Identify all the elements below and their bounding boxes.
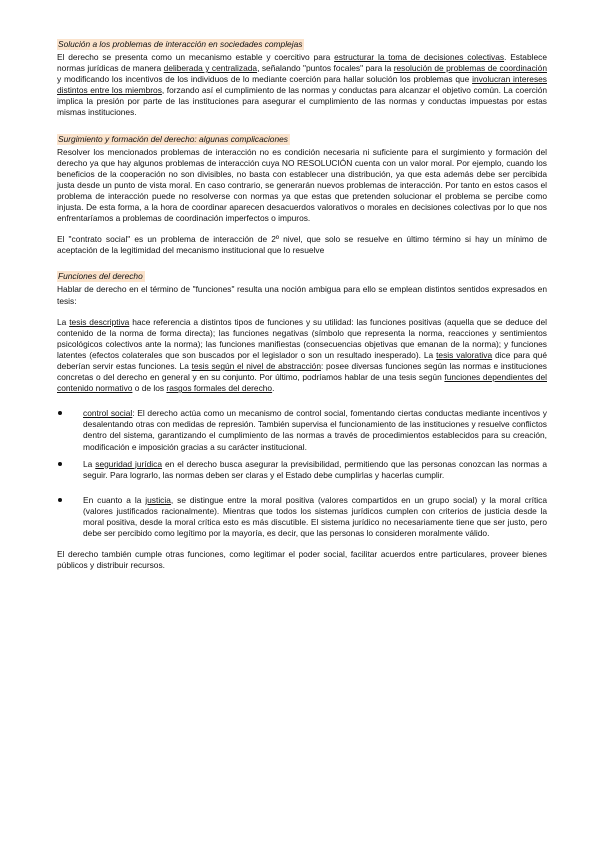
underlined-term: justicia xyxy=(145,494,171,505)
paragraph-solucion: El derecho se presenta como un mecanismo estable y coercitivo para estructurar la toma de decisiones colectivas. Establece normas jurídicas de manera deliberada y centralizada, señalando "puntos focales" para la resolución de problemas de coordinación y modificando los incentivos de los individuos de lo mediante coerción para hallar solución los problemas que involucran intereses distintos entre los miembros, forzando así el cumplimiento de las normas y conductas para alcanzar el objetivo común. La coerción implica la presión por parte de las instituciones para asegurar el cumplimiento de las normas y conductas impuestas por estas mismas instituciones. xyxy=(57,52,548,118)
functions-bullet-list xyxy=(57,408,547,539)
paragraph-otras-funciones: El derecho también cumple otras funciones, como legitimar el poder social, facilitar acuerdos entre particulares, proveer bienes públicos y distribuir recursos. xyxy=(57,549,547,571)
bullet-icon xyxy=(58,498,62,502)
bullet-icon xyxy=(58,411,62,415)
paragraph-contrato-social: El "contrato social" es un problema de interacción de 2º nivel, que solo se resuelve en último término si hay un mínimo de aceptación de la legitimidad del mecanismo institucional que lo resuelve xyxy=(57,234,547,256)
underlined-term: resolución de problemas de coordinación xyxy=(393,63,547,74)
underlined-term: estructurar la toma de decisiones colectivas xyxy=(334,52,505,62)
list-item: control social: El derecho actúa como un mecanismo de control social, fomentando ciertas conductas mediante incentivos y desalentando otras con medidas de represión. También supervisa el funcionamiento de las instituciones y resuelve conflictos dentro del sistema, garantizando el cumplimiento de las normas a través de procedimientos establecidos para su creación, modificación e imposición gracias a su carácter institucional. xyxy=(57,408,547,452)
underlined-term: tesis según el nivel de abstracción xyxy=(191,360,321,371)
underlined-term: tesis valorativa xyxy=(436,349,493,360)
underlined-term: funciones dependientes del contenido normativo xyxy=(57,372,547,394)
underlined-term: deliberada y centralizada xyxy=(163,63,258,74)
section-heading-surgimiento: Surgimiento y formación del derecho: algunas complicaciones xyxy=(58,133,288,144)
underlined-term: rasgos formales del derecho xyxy=(166,383,273,394)
underlined-term: seguridad jurídica xyxy=(95,458,162,469)
bullet-icon xyxy=(58,462,62,466)
underlined-term: control social xyxy=(83,408,133,419)
paragraph-tesis: La tesis descriptiva hace referencia a distintos tipos de funciones y su utilidad: las funciones positivas (aquella que se deduce del contenido de la norma de forma directa); las funciones negativas (símbolo que representa la norma, reacciones y sentimientos psicológicos colectivos ante la norma); las funciones manifiestas (consecuencias objetivas que emanan de la norma); y funciones latentes (efectos colaterales que son buscados por el legislador o son un resultado inesperado). La tesis valorativa dice para qué deberían servir estas funciones. La tesis según el nivel de abstracción: posee diversas funciones según las normas e instituciones concretas o del derecho en general y en su conjunto. Por último, podríamos hablar de una tesis según funciones dependientes del contenido normativo o de los rasgos formales del derecho. xyxy=(57,316,547,394)
underlined-term: involucran intereses distintos entre los miembros xyxy=(57,74,547,96)
list-item: La seguridad jurídica en el derecho busca asegurar la previsibilidad, permitiendo que las personas conozcan las normas a seguir. Para lograrlo, las normas deben ser claras y el Estado debe cumplirlas y hacerlas cumplir. xyxy=(57,459,547,481)
document-page xyxy=(57,34,547,571)
list-item: En cuanto a la justicia, se distingue entre la moral positiva (valores compartidos en un grupo social) y la moral crítica (valores justificados racionalmente). Mientras que todos los sistemas jurídicos cumplen con criterios de justicia desde la moral positiva, desde la moral crítica esto es más discutible. El sistema jurídico no necesariamente tiene que ser justo, pero debe ser percibido como legítimo por la mayoría, es decir, que las personas lo consideren moralmente válido. xyxy=(57,495,547,539)
section-heading-funciones: Funciones del derecho xyxy=(58,271,143,282)
paragraph-funciones-intro: Hablar de derecho en el término de "funciones" resulta una noción ambigua para ello se emplean distintos sentidos expresados en tesis: xyxy=(57,284,547,306)
paragraph-surgimiento: Resolver los mencionados problemas de interacción no es condición necesaria ni suficiente para el surgimiento y formación del derecho ya que hay algunos problemas de interacción cuya NO RESOLUCIÓN cuenta con un valor moral. Por ejemplo, cuando los beneficios de la cooperación no son divisibles, no basta con establecer una distribución, ya que esta además debe ser percibida justa desde un punto de vista moral. En caso contrario, se generarán nuevos problemas de interacción. Por tanto en estos casos el problema de interacción puede no resolverse con normas ya que estas que pretenden solucionar el problema se percibe como injusta. De esta forma, a la hora de coordinar aparecen desacuerdos valorativos o morales en decisiones colectivas por lo que nos enfrentaríamos a problemas de coordinación imperfectos o impuros. xyxy=(57,146,547,224)
section-heading-solucion: Solución a los problemas de interacción en sociedades complejas xyxy=(58,39,303,49)
underlined-term: tesis descriptiva xyxy=(69,316,130,327)
